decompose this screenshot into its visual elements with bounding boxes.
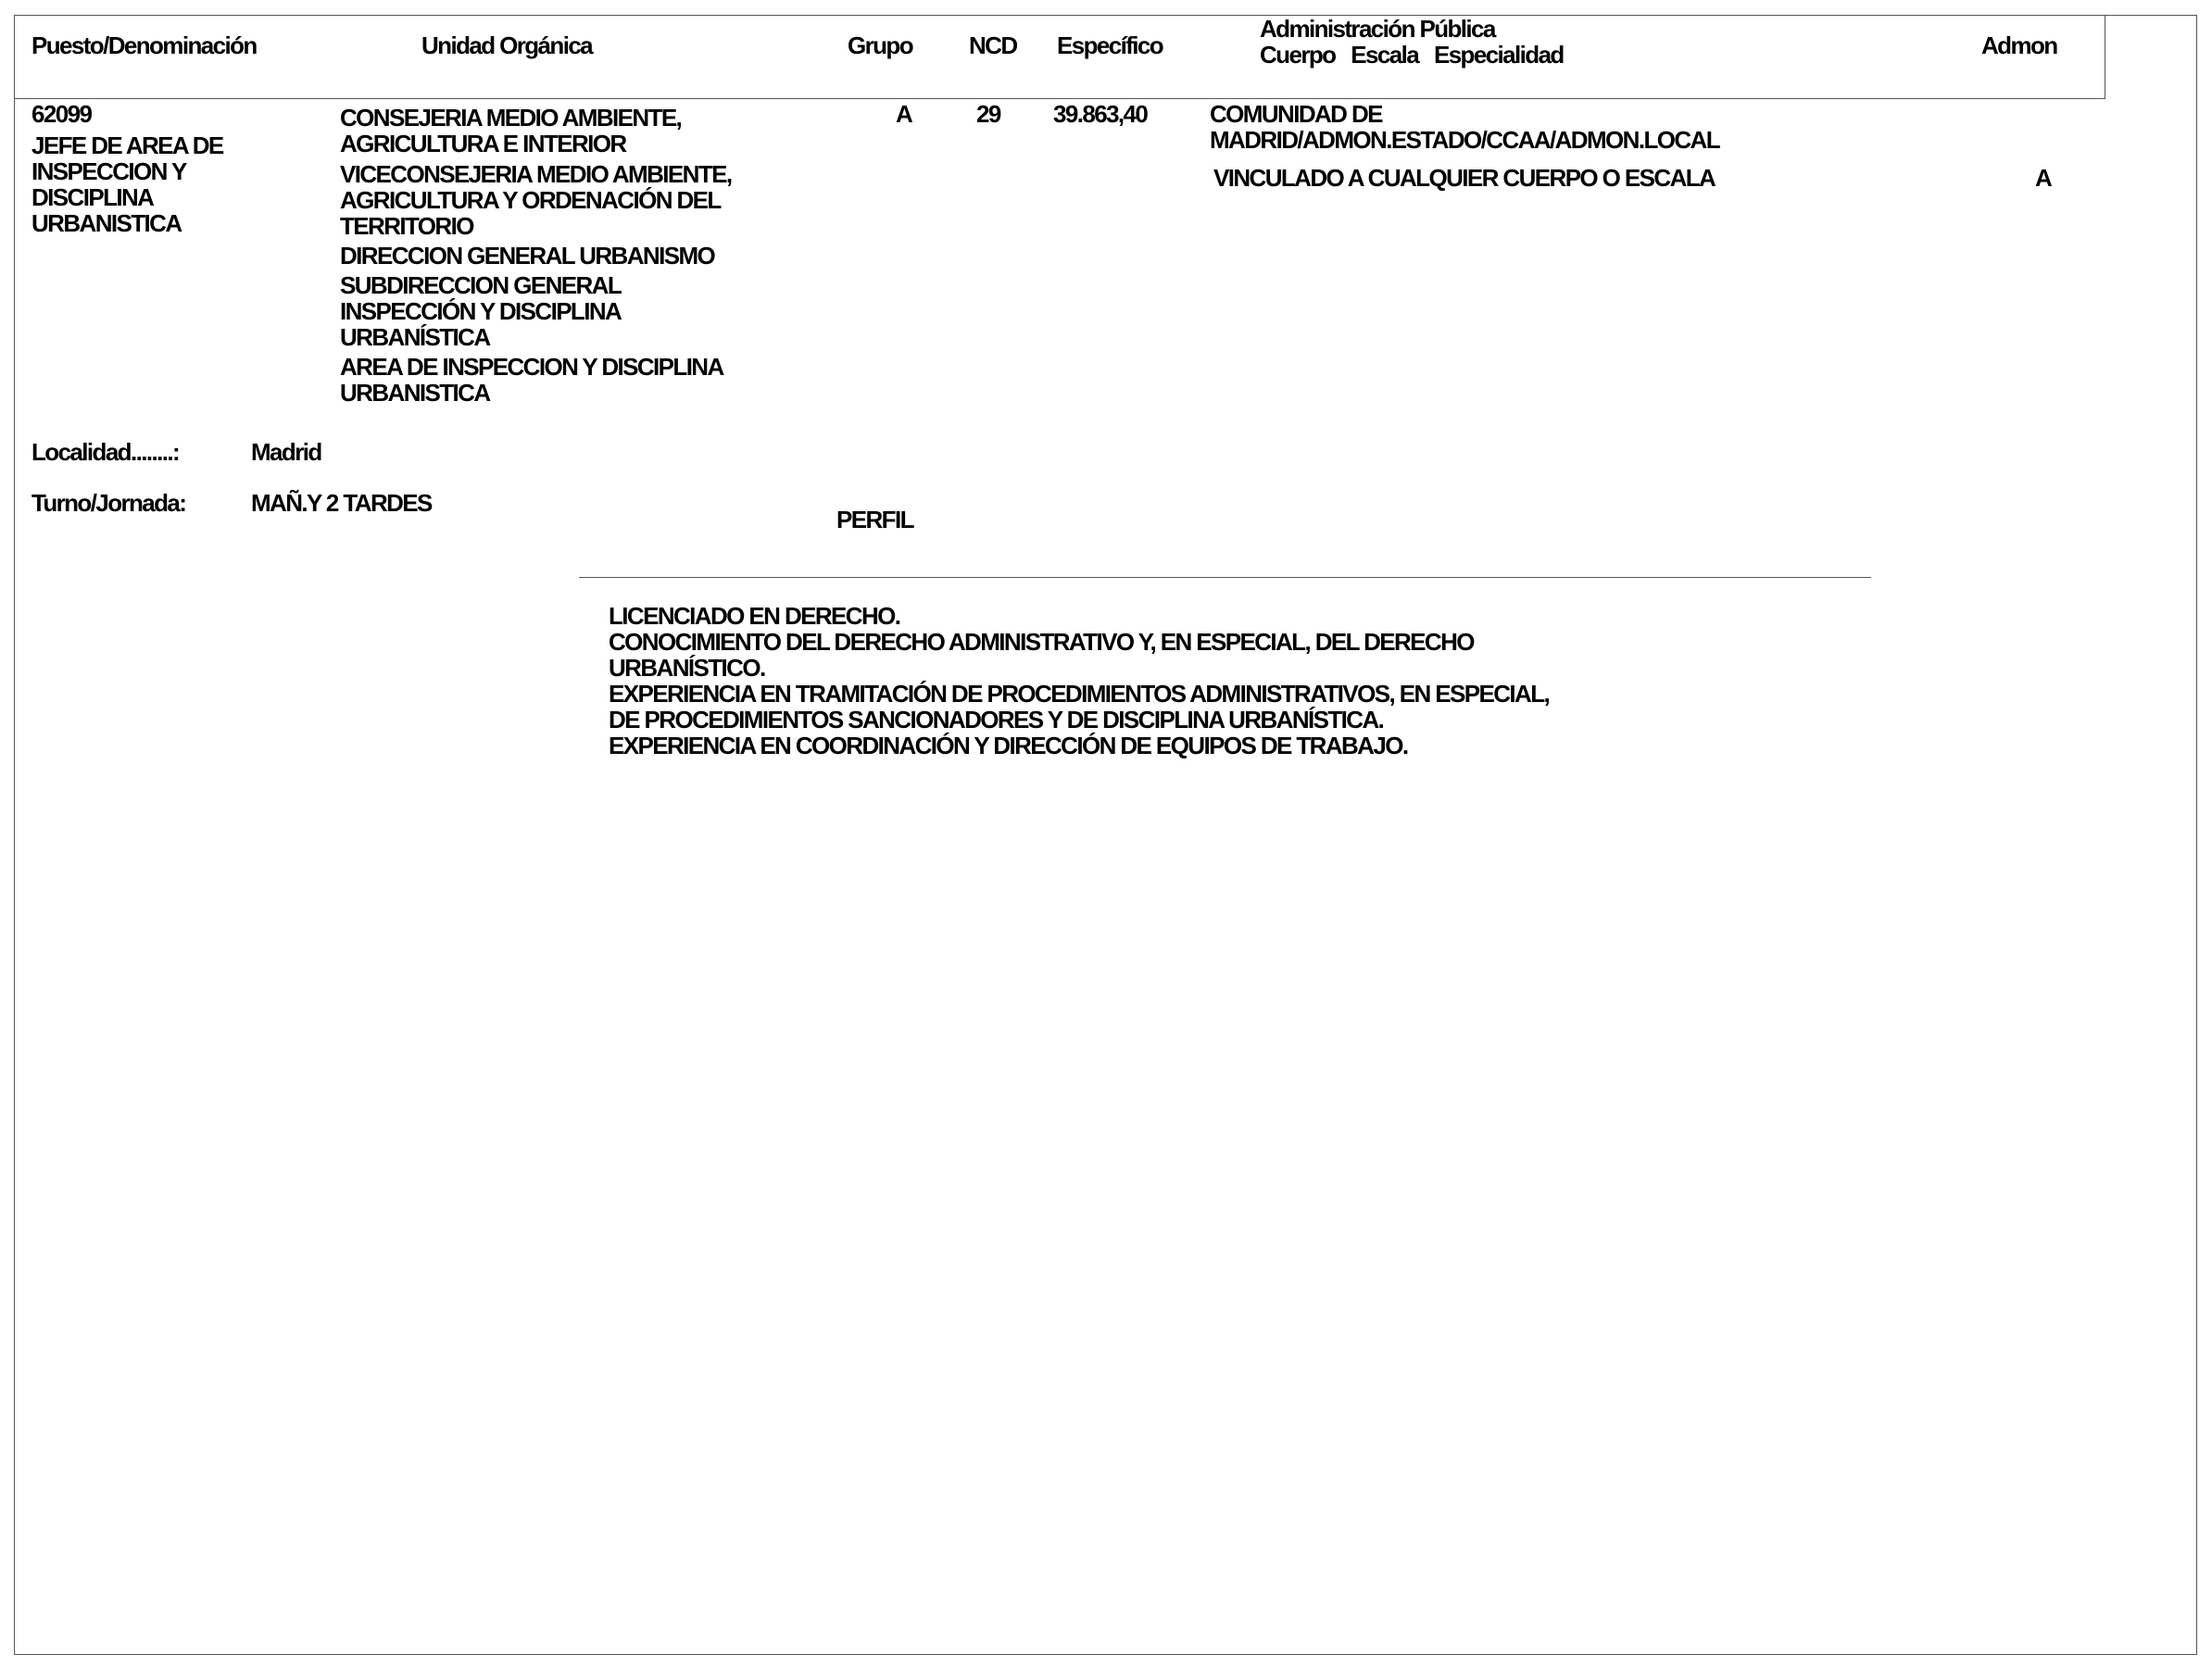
unidad-line: TERRITORIO [340, 212, 473, 240]
perfil-line: LICENCIADO EN DERECHO. [609, 602, 900, 630]
localidad-label: Localidad........: [31, 438, 180, 466]
localidad-value: Madrid [251, 438, 321, 466]
unidad-line: URBANÍSTICA [340, 323, 490, 351]
denominacion-line: DISCIPLINA [31, 183, 154, 211]
record-especifico: 39.863,40 [1053, 100, 1148, 128]
record-grupo: A [896, 100, 912, 128]
unidad-line: AGRICULTURA E INTERIOR [340, 130, 626, 157]
unidad-line: SUBDIRECCION GENERAL [340, 271, 622, 299]
denominacion-line: URBANISTICA [31, 209, 182, 237]
unidad-line: DIRECCION GENERAL URBANISMO [340, 242, 715, 269]
perfil-text [609, 603, 1549, 758]
denominacion-line: JEFE DE AREA DE [31, 132, 223, 159]
unidad-line: URBANISTICA [340, 379, 490, 407]
unidad-line: INSPECCIÓN Y DISCIPLINA [340, 297, 622, 325]
administracion-line: MADRID/ADMON.ESTADO/CCAA/ADMON.LOCAL [1210, 126, 1719, 154]
header-admon: Admon [1981, 31, 2057, 59]
record-codigo: 62099 [31, 100, 92, 128]
perfil-label: PERFIL [836, 506, 913, 533]
header-cuerpo-escala: Cuerpo Escala Especialidad [1260, 41, 1564, 69]
header-unidad: Unidad Orgánica [421, 31, 593, 59]
unidad-line: AREA DE INSPECCION Y DISCIPLINA [340, 353, 723, 381]
record-admon: A [2035, 164, 2052, 192]
unidad-line: CONSEJERIA MEDIO AMBIENTE, [340, 104, 682, 132]
perfil-line: EXPERIENCIA EN TRAMITACIÓN DE PROCEDIMIENTOS ADMINISTRATIVOS, EN ESPECIAL, [609, 680, 1550, 708]
perfil-divider [579, 577, 1871, 578]
turno-label: Turno/Jornada: [31, 489, 186, 517]
perfil-line: URBANÍSTICO. [609, 654, 765, 682]
unidad-subdireccion [340, 272, 621, 350]
header-admin-publica: Administración Pública [1260, 15, 1495, 43]
unidad-line: VICECONSEJERIA MEDIO AMBIENTE, [340, 160, 732, 188]
header-grupo: Grupo [848, 31, 912, 59]
record-ncd: 29 [976, 100, 1000, 128]
denominacion-line: INSPECCION Y [31, 157, 186, 185]
record-cuerpo: VINCULADO A CUALQUIER CUERPO O ESCALA [1213, 164, 1716, 192]
turno-value: MAÑ.Y 2 TARDES [251, 489, 432, 517]
perfil-line: CONOCIMIENTO DEL DERECHO ADMINISTRATIVO Y, EN ESPECIAL, DEL DERECHO [609, 628, 1474, 656]
unidad-consejeria [340, 105, 681, 157]
header-ncd: NCD [969, 31, 1017, 59]
perfil-line: DE PROCEDIMIENTOS SANCIONADORES Y DE DISCIPLINA URBANÍSTICA. [609, 706, 1384, 733]
header-puesto: Puesto/Denominación [31, 31, 257, 59]
header-especifico: Específico [1057, 31, 1163, 59]
unidad-line: AGRICULTURA Y ORDENACIÓN DEL [340, 186, 721, 214]
perfil-line: EXPERIENCIA EN COORDINACIÓN Y DIRECCIÓN DE EQUIPOS DE TRABAJO. [609, 732, 1408, 759]
unidad-area [340, 354, 723, 406]
record-denominacion [31, 132, 223, 236]
unidad-direccion-general [340, 243, 714, 269]
administracion-line: COMUNIDAD DE [1210, 100, 1382, 128]
record-administracion [1210, 101, 1719, 153]
unidad-viceconsejeria [340, 161, 731, 239]
